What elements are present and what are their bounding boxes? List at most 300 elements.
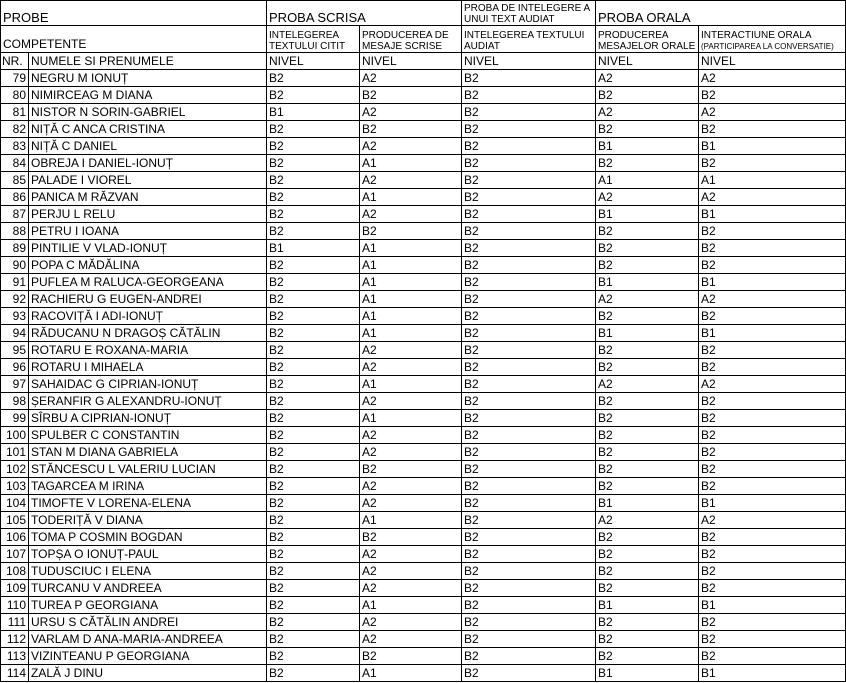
nivel-producerea-orale: A1 <box>596 172 699 189</box>
table-row <box>1 189 846 206</box>
nivel-intelegere-audiat: B2 <box>462 240 596 257</box>
table-row <box>1 87 846 104</box>
student-name: PANICA M RĂZVAN <box>29 189 267 206</box>
nivel-interactiune-orala: B2 <box>699 240 846 257</box>
nivel-intelegere-audiat: B2 <box>462 427 596 444</box>
student-name: NIȚĂ C ANCA CRISTINA <box>29 121 267 138</box>
student-name: TUDUSCIUC I ELENA <box>29 563 267 580</box>
nivel-intelegere-citit: B2 <box>267 138 360 155</box>
nivel-producerea-orale: B2 <box>596 580 699 597</box>
nivel-intelegere-citit: B2 <box>267 393 360 410</box>
nivel-producerea-orale: B2 <box>596 614 699 631</box>
nivel-header: NIVEL <box>360 53 462 70</box>
student-name: SÎRBU A CIPRIAN-IONUȚ <box>29 410 267 427</box>
row-number: 114 <box>1 665 29 682</box>
nivel-intelegere-citit: B2 <box>267 206 360 223</box>
nivel-intelegere-audiat: B2 <box>462 444 596 461</box>
nivel-producerea-scrise: B2 <box>360 87 462 104</box>
nivel-intelegere-audiat: B2 <box>462 665 596 682</box>
nume-header: NUMELE SI PRENUMELE <box>29 53 267 70</box>
nivel-intelegere-audiat: B2 <box>462 478 596 495</box>
nivel-interactiune-orala: B2 <box>699 529 846 546</box>
table-row <box>1 546 846 563</box>
nivel-producerea-scrise: A2 <box>360 104 462 121</box>
nivel-intelegere-audiat: B2 <box>462 257 596 274</box>
table-row <box>1 70 846 87</box>
nivel-intelegere-audiat: B2 <box>462 631 596 648</box>
row-number: 93 <box>1 308 29 325</box>
table-row <box>1 291 846 308</box>
nivel-producerea-orale: A2 <box>596 70 699 87</box>
nivel-producerea-scrise: A1 <box>360 376 462 393</box>
header-row-probe <box>1 1 846 26</box>
nivel-intelegere-citit: B2 <box>267 461 360 478</box>
header-row-nivel <box>1 53 846 70</box>
nivel-intelegere-audiat: B2 <box>462 104 596 121</box>
student-name: NIȚĂ C DANIEL <box>29 138 267 155</box>
nivel-producerea-scrise: A1 <box>360 665 462 682</box>
nivel-intelegere-audiat: B2 <box>462 342 596 359</box>
student-name: PETRU I IOANA <box>29 223 267 240</box>
table-row <box>1 359 846 376</box>
table-row <box>1 342 846 359</box>
nivel-intelegere-audiat: B2 <box>462 512 596 529</box>
nivel-interactiune-orala: B2 <box>699 223 846 240</box>
nivel-producerea-orale: B2 <box>596 478 699 495</box>
nivel-producerea-orale: B2 <box>596 546 699 563</box>
nivel-producerea-scrise: A2 <box>360 614 462 631</box>
nivel-producerea-orale: B1 <box>596 495 699 512</box>
nivel-intelegere-audiat: B2 <box>462 189 596 206</box>
nivel-producerea-scrise: A1 <box>360 597 462 614</box>
nivel-intelegere-audiat: B2 <box>462 87 596 104</box>
nivel-producerea-scrise: A1 <box>360 291 462 308</box>
student-name: NISTOR N SORIN-GABRIEL <box>29 104 267 121</box>
nivel-producerea-orale: B1 <box>596 274 699 291</box>
nivel-header: NIVEL <box>462 53 596 70</box>
nivel-producerea-scrise: B2 <box>360 648 462 665</box>
table-row <box>1 223 846 240</box>
student-name: RACOVIȚĂ I ADI-IONUȚ <box>29 308 267 325</box>
nivel-interactiune-orala: B2 <box>699 410 846 427</box>
nivel-producerea-scrise: A2 <box>360 478 462 495</box>
row-number: 103 <box>1 478 29 495</box>
student-name: NIMIRCEAG M DIANA <box>29 87 267 104</box>
nivel-intelegere-citit: B2 <box>267 376 360 393</box>
nivel-producerea-orale: B1 <box>596 665 699 682</box>
col-interactiune-orala <box>699 26 846 53</box>
nivel-producerea-scrise: A2 <box>360 70 462 87</box>
row-number: 92 <box>1 291 29 308</box>
nivel-interactiune-orala: B2 <box>699 359 846 376</box>
student-name: OBREJA I DANIEL-IONUȚ <box>29 155 267 172</box>
nivel-interactiune-orala: B1 <box>699 325 846 342</box>
interactiune-title: INTERACTIUNE ORALA <box>701 30 812 41</box>
competente-label: COMPETENTE <box>1 26 267 53</box>
nivel-interactiune-orala: B2 <box>699 478 846 495</box>
row-number: 100 <box>1 427 29 444</box>
nivel-intelegere-audiat: B2 <box>462 206 596 223</box>
nivel-producerea-orale: B2 <box>596 240 699 257</box>
nivel-producerea-scrise: B2 <box>360 223 462 240</box>
nivel-intelegere-citit: B2 <box>267 512 360 529</box>
nivel-interactiune-orala: B1 <box>699 495 846 512</box>
nivel-producerea-scrise: A1 <box>360 274 462 291</box>
nivel-interactiune-orala: A2 <box>699 376 846 393</box>
nivel-producerea-scrise: A2 <box>360 444 462 461</box>
nivel-intelegere-audiat: B2 <box>462 359 596 376</box>
nivel-interactiune-orala: B2 <box>699 444 846 461</box>
student-name: TODERIȚĂ V DIANA <box>29 512 267 529</box>
nivel-producerea-scrise: A2 <box>360 138 462 155</box>
nivel-producerea-orale: B2 <box>596 461 699 478</box>
nivel-producerea-scrise: B2 <box>360 529 462 546</box>
nivel-intelegere-citit: B2 <box>267 580 360 597</box>
student-name: VIZINTEANU P GEORGIANA <box>29 648 267 665</box>
table-row <box>1 308 846 325</box>
nivel-intelegere-audiat: B2 <box>462 546 596 563</box>
row-number: 90 <box>1 257 29 274</box>
row-number: 89 <box>1 240 29 257</box>
col-intelegere-audiat: INTELEGEREA TEXTULUI AUDIAT <box>462 26 596 53</box>
student-name: SAHAIDAC G CIPRIAN-IONUȚ <box>29 376 267 393</box>
nivel-producerea-scrise: B2 <box>360 461 462 478</box>
nivel-producerea-orale: B1 <box>596 138 699 155</box>
row-number: 94 <box>1 325 29 342</box>
nivel-intelegere-citit: B2 <box>267 478 360 495</box>
table-row <box>1 478 846 495</box>
nivel-header: NIVEL <box>267 53 360 70</box>
nivel-producerea-scrise: A2 <box>360 631 462 648</box>
nivel-producerea-scrise: A2 <box>360 546 462 563</box>
nivel-intelegere-audiat: B2 <box>462 563 596 580</box>
nivel-intelegere-audiat: B2 <box>462 308 596 325</box>
nivel-interactiune-orala: B2 <box>699 461 846 478</box>
row-number: 81 <box>1 104 29 121</box>
nivel-producerea-scrise: A2 <box>360 206 462 223</box>
nivel-interactiune-orala: B2 <box>699 342 846 359</box>
nivel-producerea-orale: B2 <box>596 308 699 325</box>
nivel-producerea-orale: B1 <box>596 597 699 614</box>
student-name: ROTARU I MIHAELA <box>29 359 267 376</box>
student-name: RACHIERU G EUGEN-ANDREI <box>29 291 267 308</box>
nivel-interactiune-orala: A2 <box>699 512 846 529</box>
table-row <box>1 580 846 597</box>
nivel-intelegere-citit: B2 <box>267 121 360 138</box>
student-name: ȘERANFIR G ALEXANDRU-IONUȚ <box>29 393 267 410</box>
nivel-intelegere-citit: B1 <box>267 104 360 121</box>
nivel-intelegere-audiat: B2 <box>462 495 596 512</box>
row-number: 82 <box>1 121 29 138</box>
nivel-producerea-orale: B2 <box>596 223 699 240</box>
row-number: 95 <box>1 342 29 359</box>
nivel-interactiune-orala: B2 <box>699 563 846 580</box>
row-number: 102 <box>1 461 29 478</box>
nivel-producerea-orale: B2 <box>596 155 699 172</box>
nivel-producerea-orale: B2 <box>596 410 699 427</box>
table-row <box>1 206 846 223</box>
nivel-producerea-scrise: A2 <box>360 393 462 410</box>
student-name: PINTILIE V VLAD-IONUȚ <box>29 240 267 257</box>
student-name: RĂDUCANU N DRAGOȘ CĂTĂLIN <box>29 325 267 342</box>
nivel-interactiune-orala: B2 <box>699 393 846 410</box>
nivel-interactiune-orala: A1 <box>699 172 846 189</box>
table-row <box>1 104 846 121</box>
nivel-intelegere-audiat: B2 <box>462 325 596 342</box>
student-name: TOPȘA O IONUȚ-PAUL <box>29 546 267 563</box>
nivel-producerea-scrise: A2 <box>360 495 462 512</box>
nivel-producerea-orale: B2 <box>596 257 699 274</box>
nivel-producerea-scrise: A2 <box>360 359 462 376</box>
row-number: 111 <box>1 614 29 631</box>
nivel-intelegere-citit: B2 <box>267 172 360 189</box>
nivel-interactiune-orala: A2 <box>699 104 846 121</box>
table-row <box>1 376 846 393</box>
nivel-intelegere-citit: B2 <box>267 70 360 87</box>
nivel-intelegere-audiat: B2 <box>462 121 596 138</box>
nivel-producerea-scrise: A2 <box>360 342 462 359</box>
nivel-interactiune-orala: B2 <box>699 546 846 563</box>
nivel-producerea-orale: B2 <box>596 87 699 104</box>
nivel-producerea-orale: B2 <box>596 121 699 138</box>
nivel-interactiune-orala: B2 <box>699 631 846 648</box>
row-number: 84 <box>1 155 29 172</box>
col-producerea-scrise: PRODUCEREA DE MESAJE SCRISE <box>360 26 462 53</box>
nivel-intelegere-audiat: B2 <box>462 597 596 614</box>
nivel-producerea-orale: B1 <box>596 206 699 223</box>
nivel-producerea-orale: B2 <box>596 631 699 648</box>
nivel-intelegere-citit: B2 <box>267 342 360 359</box>
table-row <box>1 393 846 410</box>
nivel-intelegere-audiat: B2 <box>462 461 596 478</box>
row-number: 83 <box>1 138 29 155</box>
row-number: 99 <box>1 410 29 427</box>
header-row-competente <box>1 26 846 53</box>
student-name: VARLAM D ANA-MARIA-ANDREEA <box>29 631 267 648</box>
nivel-intelegere-audiat: B2 <box>462 648 596 665</box>
table-row <box>1 529 846 546</box>
table-row <box>1 427 846 444</box>
row-number: 105 <box>1 512 29 529</box>
row-number: 86 <box>1 189 29 206</box>
nivel-interactiune-orala: B2 <box>699 87 846 104</box>
row-number: 96 <box>1 359 29 376</box>
nivel-intelegere-citit: B2 <box>267 665 360 682</box>
nivel-producerea-orale: A2 <box>596 104 699 121</box>
nivel-intelegere-audiat: B2 <box>462 529 596 546</box>
student-name: ROTARU E ROXANA-MARIA <box>29 342 267 359</box>
nivel-producerea-orale: A2 <box>596 291 699 308</box>
table-row <box>1 138 846 155</box>
table-row <box>1 274 846 291</box>
row-number: 85 <box>1 172 29 189</box>
nivel-producerea-scrise: A2 <box>360 172 462 189</box>
nivel-interactiune-orala: B2 <box>699 257 846 274</box>
nivel-producerea-orale: B2 <box>596 393 699 410</box>
nivel-intelegere-citit: B2 <box>267 291 360 308</box>
nivel-producerea-scrise: A1 <box>360 155 462 172</box>
nivel-interactiune-orala: B1 <box>699 597 846 614</box>
nivel-producerea-orale: B2 <box>596 342 699 359</box>
row-number: 113 <box>1 648 29 665</box>
student-name: TOMA P COSMIN BOGDAN <box>29 529 267 546</box>
nivel-intelegere-audiat: B2 <box>462 172 596 189</box>
student-name: TAGARCEA M IRINA <box>29 478 267 495</box>
student-name: PALADE I VIOREL <box>29 172 267 189</box>
table-row <box>1 172 846 189</box>
nivel-intelegere-citit: B2 <box>267 597 360 614</box>
nivel-intelegere-citit: B2 <box>267 87 360 104</box>
nivel-interactiune-orala: A2 <box>699 189 846 206</box>
table-row <box>1 257 846 274</box>
row-number: 98 <box>1 393 29 410</box>
nivel-intelegere-audiat: B2 <box>462 580 596 597</box>
nivel-interactiune-orala: B2 <box>699 121 846 138</box>
nivel-producerea-orale: A2 <box>596 376 699 393</box>
table-row <box>1 461 846 478</box>
table-row <box>1 648 846 665</box>
nivel-producerea-orale: B2 <box>596 648 699 665</box>
student-name: TURCANU V ANDREEA <box>29 580 267 597</box>
nivel-producerea-scrise: A1 <box>360 189 462 206</box>
nivel-interactiune-orala: B2 <box>699 155 846 172</box>
probe-label: PROBE <box>1 1 267 26</box>
nivel-intelegere-audiat: B2 <box>462 155 596 172</box>
nivel-producerea-scrise: A1 <box>360 512 462 529</box>
nivel-producerea-orale: B2 <box>596 563 699 580</box>
row-number: 87 <box>1 206 29 223</box>
nivel-intelegere-citit: B2 <box>267 189 360 206</box>
nivel-interactiune-orala: B1 <box>699 665 846 682</box>
col-producerea-orale: PRODUCEREA MESAJELOR ORALE <box>596 26 699 53</box>
nivel-producerea-orale: B2 <box>596 359 699 376</box>
table-row <box>1 563 846 580</box>
nivel-intelegere-audiat: B2 <box>462 376 596 393</box>
table-row <box>1 444 846 461</box>
nivel-intelegere-citit: B2 <box>267 648 360 665</box>
table-row <box>1 325 846 342</box>
row-number: 109 <box>1 580 29 597</box>
interactiune-subtitle: (PARTICIPAREA LA CONVERSATIE) <box>701 42 834 51</box>
table-row <box>1 614 846 631</box>
nivel-producerea-orale: A2 <box>596 189 699 206</box>
table-row <box>1 240 846 257</box>
student-name: TUREA P GEORGIANA <box>29 597 267 614</box>
nivel-producerea-orale: B2 <box>596 427 699 444</box>
nivel-interactiune-orala: B2 <box>699 648 846 665</box>
nivel-interactiune-orala: A2 <box>699 70 846 87</box>
table-row <box>1 665 846 682</box>
row-number: 97 <box>1 376 29 393</box>
student-name: NEGRU M IONUȚ <box>29 70 267 87</box>
nivel-intelegere-audiat: B2 <box>462 291 596 308</box>
table-row <box>1 410 846 427</box>
nr-header: NR. <box>1 53 29 70</box>
nivel-producerea-orale: A2 <box>596 512 699 529</box>
proba-intelegere-header: PROBA DE INTELEGERE A UNUI TEXT AUDIAT <box>462 1 596 26</box>
row-number: 91 <box>1 274 29 291</box>
nivel-intelegere-citit: B2 <box>267 563 360 580</box>
row-number: 106 <box>1 529 29 546</box>
student-name: POPA C MĂDĂLINA <box>29 257 267 274</box>
nivel-intelegere-citit: B2 <box>267 325 360 342</box>
row-number: 80 <box>1 87 29 104</box>
nivel-intelegere-audiat: B2 <box>462 274 596 291</box>
nivel-interactiune-orala: B1 <box>699 274 846 291</box>
nivel-intelegere-citit: B2 <box>267 631 360 648</box>
nivel-producerea-scrise: A2 <box>360 427 462 444</box>
nivel-producerea-scrise: A1 <box>360 410 462 427</box>
nivel-intelegere-audiat: B2 <box>462 70 596 87</box>
nivel-intelegere-citit: B2 <box>267 223 360 240</box>
nivel-intelegere-audiat: B2 <box>462 614 596 631</box>
nivel-intelegere-citit: B2 <box>267 444 360 461</box>
nivel-intelegere-audiat: B2 <box>462 410 596 427</box>
nivel-intelegere-citit: B2 <box>267 308 360 325</box>
student-name: URSU S CĂTĂLIN ANDREI <box>29 614 267 631</box>
table-row <box>1 155 846 172</box>
nivel-interactiune-orala: B2 <box>699 427 846 444</box>
table-row <box>1 631 846 648</box>
nivel-intelegere-audiat: B2 <box>462 393 596 410</box>
nivel-intelegere-audiat: B2 <box>462 223 596 240</box>
nivel-intelegere-citit: B1 <box>267 240 360 257</box>
nivel-interactiune-orala: B2 <box>699 580 846 597</box>
row-number: 79 <box>1 70 29 87</box>
proba-orala-header: PROBA ORALA <box>596 1 846 26</box>
nivel-header: NIVEL <box>699 53 846 70</box>
nivel-interactiune-orala: B1 <box>699 138 846 155</box>
nivel-producerea-scrise: A1 <box>360 325 462 342</box>
nivel-intelegere-citit: B2 <box>267 495 360 512</box>
row-number: 101 <box>1 444 29 461</box>
table-row <box>1 597 846 614</box>
table-row <box>1 121 846 138</box>
nivel-intelegere-citit: B2 <box>267 257 360 274</box>
student-name: PERJU L RELU <box>29 206 267 223</box>
table-row <box>1 495 846 512</box>
student-name: STAN M DIANA GABRIELA <box>29 444 267 461</box>
nivel-intelegere-citit: B2 <box>267 427 360 444</box>
nivel-producerea-scrise: B2 <box>360 121 462 138</box>
nivel-producerea-scrise: A2 <box>360 563 462 580</box>
nivel-intelegere-citit: B2 <box>267 529 360 546</box>
nivel-intelegere-citit: B2 <box>267 359 360 376</box>
nivel-header: NIVEL <box>596 53 699 70</box>
nivel-interactiune-orala: A2 <box>699 291 846 308</box>
nivel-producerea-orale: B2 <box>596 444 699 461</box>
col-intelegere-citit: INTELEGEREA TEXTULUI CITIT <box>267 26 360 53</box>
table-row <box>1 512 846 529</box>
nivel-intelegere-audiat: B2 <box>462 138 596 155</box>
nivel-intelegere-citit: B2 <box>267 546 360 563</box>
row-number: 104 <box>1 495 29 512</box>
nivel-interactiune-orala: B1 <box>699 206 846 223</box>
student-name: ZALĂ J DINU <box>29 665 267 682</box>
nivel-producerea-scrise: A1 <box>360 240 462 257</box>
nivel-producerea-orale: B1 <box>596 325 699 342</box>
row-number: 110 <box>1 597 29 614</box>
row-number: 108 <box>1 563 29 580</box>
nivel-producerea-scrise: A1 <box>360 308 462 325</box>
nivel-intelegere-citit: B2 <box>267 614 360 631</box>
row-number: 107 <box>1 546 29 563</box>
row-number: 112 <box>1 631 29 648</box>
row-number: 88 <box>1 223 29 240</box>
nivel-producerea-orale: B2 <box>596 529 699 546</box>
proba-scrisa-header: PROBA SCRISA <box>267 1 462 26</box>
nivel-intelegere-citit: B2 <box>267 410 360 427</box>
